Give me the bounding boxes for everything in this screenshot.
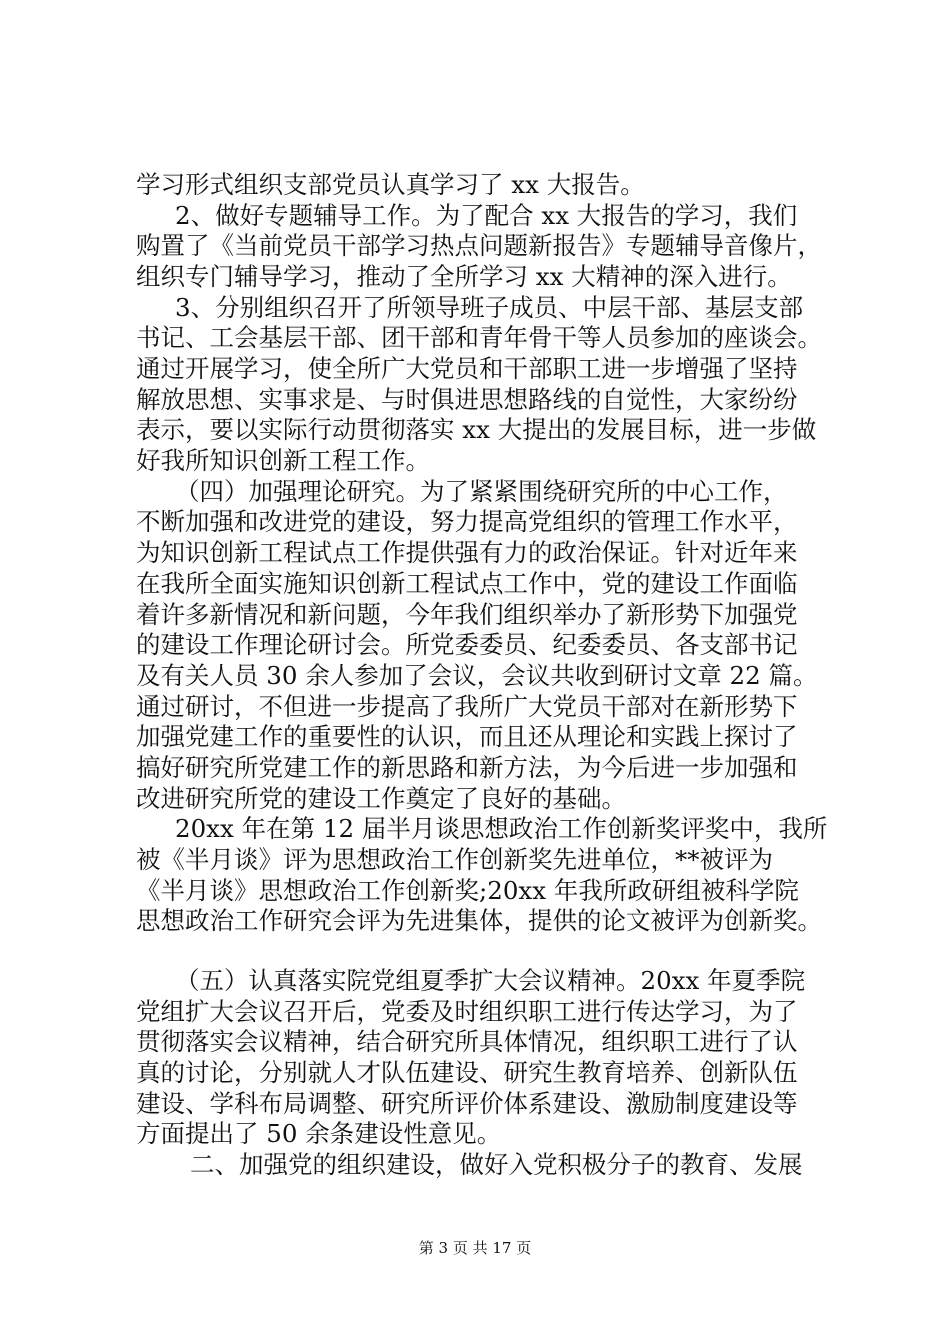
text-line: 在我所全面实施知识创新工程试点工作中，党的建设工作面临: [136, 569, 798, 598]
text-line: 表示，要以实际行动贯彻落实 xx 大提出的发展目标，进一步做: [136, 415, 817, 444]
text-line: 书记、工会基层干部、团干部和青年骨干等人员参加的座谈会。: [136, 323, 822, 352]
text-line: 及有关人员 30 余人参加了会议，会议共收到研讨文章 22 篇。: [136, 661, 818, 690]
text-line: 20xx 年在第 12 届半月谈思想政治工作创新奖评奖中，我所: [175, 814, 828, 843]
text-line: 真的讨论，分别就人才队伍建设、研究生教育培养、创新队伍: [136, 1058, 798, 1087]
text-line: （四）加强理论研究。为了紧紧围绕研究所的中心工作，: [175, 477, 788, 506]
page-number-footer: 第 3 页 共 17 页: [418, 1239, 532, 1257]
text-line: 好我所知识创新工程工作。: [136, 446, 430, 475]
text-line: 《半月谈》思想政治工作创新奖;20xx 年我所政研组被科学院: [136, 876, 799, 905]
text-line: 的建设工作理论研讨会。所党委委员、纪委委员、各支部书记: [136, 630, 798, 659]
text-line: 加强党建工作的重要性的认识，而且还从理论和实践上探讨了: [136, 722, 798, 751]
text-line: 方面提出了 50 余条建设性意见。: [136, 1119, 502, 1148]
text-line: 3、分别组织召开了所领导班子成员、中层干部、基层支部: [175, 293, 804, 322]
text-line: 通过研讨，不但进一步提高了我所广大党员干部对在新形势下: [136, 692, 798, 721]
text-line: 不断加强和改进党的建设，努力提高党组织的管理工作水平，: [136, 507, 798, 536]
text-line: 二、加强党的组织建设，做好入党积极分子的教育、发展: [190, 1150, 803, 1179]
text-line: 被《半月谈》评为思想政治工作创新奖先进单位，**被评为: [136, 845, 773, 874]
text-line: 着许多新情况和新问题，今年我们组织举办了新形势下加强党: [136, 600, 798, 629]
text-line: 改进研究所党的建设工作奠定了良好的基础。: [136, 784, 626, 813]
text-line: 为知识创新工程试点工作提供强有力的政治保证。针对近年来: [136, 538, 798, 567]
text-line: 搞好研究所党建工作的新思路和新方法，为今后进一步加强和: [136, 753, 798, 782]
text-line: 通过开展学习，使全所广大党员和干部职工进一步增强了坚持: [136, 354, 798, 383]
text-line: 2、做好专题辅导工作。为了配合 xx 大报告的学习，我们: [175, 201, 798, 230]
text-line: 建设、学科布局调整、研究所评价体系建设、激励制度建设等: [136, 1089, 798, 1118]
text-line: 解放思想、实事求是、与时俱进思想路线的自觉性，大家纷纷: [136, 385, 798, 414]
text-line: 党组扩大会议召开后，党委及时组织职工进行传达学习，为了: [136, 997, 798, 1026]
text-line: 贯彻落实会议精神，结合研究所具体情况，组织职工进行了认: [136, 1027, 798, 1056]
text-line: 思想政治工作研究会评为先进集体，提供的论文被评为创新奖。: [136, 906, 822, 935]
text-line: 组织专门辅导学习，推动了全所学习 xx 大精神的深入进行。: [136, 262, 792, 291]
text-line: （五）认真落实院党组夏季扩大会议精神。20xx 年夏季院: [175, 966, 806, 995]
text-line: 购置了《当前党员干部学习热点问题新报告》专题辅导音像片，: [136, 231, 822, 260]
text-line: 学习形式组织支部党员认真学习了 xx 大报告。: [136, 170, 645, 199]
